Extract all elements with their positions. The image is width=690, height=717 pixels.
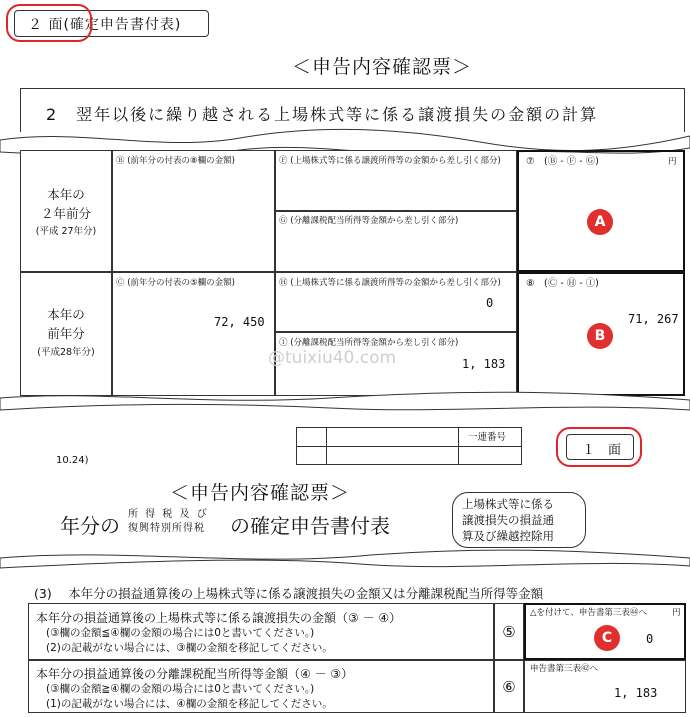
row1-result-label: ⑦ (Ⓑ - Ⓕ - Ⓖ) xyxy=(526,156,599,167)
row2-label-line3: (平成28年分) xyxy=(37,347,95,358)
row6-number: ⑥ xyxy=(494,660,524,713)
torn-edge-divider-3 xyxy=(0,548,690,572)
row2-i-label: Ⓘ (分離課税配当所得等金額から差し引く部分) xyxy=(279,338,459,348)
row1-g-label: Ⓖ (分離課税配当所得等金額から差し引く部分) xyxy=(279,216,459,226)
row1-label-line1: 本年の xyxy=(47,187,85,202)
confirmation-sheet-title-2: ＜申告内容確認票＞ xyxy=(170,482,351,504)
row6-value: 1, 183 xyxy=(614,686,658,700)
form-title-suffix: の確定申告書付表 xyxy=(230,514,390,538)
marker-badge-c: C xyxy=(594,625,620,651)
page1-tag-label: １ 面 xyxy=(582,443,622,458)
row2-result-label: ⑧ (Ⓒ - Ⓗ - Ⓘ) xyxy=(526,278,599,289)
form-title-prefix: 年分の xyxy=(60,514,120,538)
torn-edge-divider-2 xyxy=(0,390,690,416)
row6-note2: (1)の記載がない場合には、④欄の金額を移記してください。 xyxy=(46,698,333,710)
row6-note1: (③欄の金額≧④欄の金額の場合には0と書いてください。) xyxy=(46,683,315,695)
row6-main-text: 本年分の損益通算後の分離課税配当所得等金額（④ － ③） xyxy=(36,667,354,681)
serial-divider-h xyxy=(296,446,522,447)
form-title-small-top: 所 得 税 及 び xyxy=(128,509,209,520)
serial-label: 一連番号 xyxy=(468,432,507,443)
row5-note2: (2)の記載がない場合には、③欄の金額を移記してください。 xyxy=(46,642,333,654)
row1-unit: 円 xyxy=(668,157,677,167)
red-highlight-ring-2 xyxy=(556,427,642,467)
row6-hint: 申告書第三表㊷へ xyxy=(530,664,599,674)
row2-result-value: 71, 267 xyxy=(628,312,679,326)
row1-f-label: Ⓕ (上場株式等に係る譲渡所得等の金額から差し引く部分) xyxy=(279,156,501,166)
serial-divider-v2 xyxy=(458,427,459,465)
row2-h-label: Ⓗ (上場株式等に係る譲渡所得等の金額から差し引く部分) xyxy=(279,278,501,288)
page-tag-label: ２ 面(確定申告書付表) xyxy=(28,17,182,33)
row5-note1: (③欄の金額≦④欄の金額の場合には0と書いてください。) xyxy=(46,627,315,639)
row5-hint: △を付けて、申告書第三表㊹へ xyxy=(530,608,647,618)
marker-badge-b: B xyxy=(587,323,613,349)
row1-b-label: Ⓑ (前年分の付表の⑧欄の金額) xyxy=(116,156,235,166)
form-title-small-bottom: 復興特別所得税 xyxy=(128,523,205,534)
section2-title: 2 翌年以後に繰り越される上場株式等に係る譲渡損失の金額の計算 xyxy=(46,105,599,124)
marker-badge-a: A xyxy=(587,209,613,235)
side-note-line1: 上場株式等に係る xyxy=(462,497,554,511)
side-note-line3: 算及び繰越控除用 xyxy=(462,529,554,543)
watermark-text: @tuixiu40.com xyxy=(268,348,397,368)
row2-c-value: 72, 450 xyxy=(214,315,265,329)
row2-h-value: 0 xyxy=(486,296,494,310)
red-highlight-ring xyxy=(6,4,92,42)
serial-divider-v1 xyxy=(326,427,327,465)
date-fragment: 10.24) xyxy=(56,455,89,466)
row5-number: ⑤ xyxy=(494,603,524,660)
row5-value: 0 xyxy=(646,632,654,646)
row2-label-line1: 本年の xyxy=(47,307,85,322)
row1-b-cell xyxy=(112,150,275,272)
row1-label-line3: (平成 27年分) xyxy=(35,226,97,237)
row2-c-label: Ⓒ (前年分の付表の⑤欄の金額) xyxy=(116,278,235,288)
row2-label-line2: 前年分 xyxy=(47,326,85,341)
row1-label-line2: ２年前分 xyxy=(40,206,91,221)
row5-unit: 円 xyxy=(672,608,681,618)
row2-c-cell xyxy=(112,272,275,396)
section3-title: (3) 本年分の損益通算後の上場株式等に係る譲渡損失の金額又は分離課税配当所得等金額 xyxy=(34,586,544,601)
row5-main-text: 本年分の損益通算後の上場株式等に係る譲渡損失の金額（③ － ④） xyxy=(36,611,402,625)
side-note-line2: 譲渡損失の損益通 xyxy=(462,513,554,527)
confirmation-sheet-title: ＜申告内容確認票＞ xyxy=(292,56,473,78)
row2-i-value: 1, 183 xyxy=(462,357,506,371)
